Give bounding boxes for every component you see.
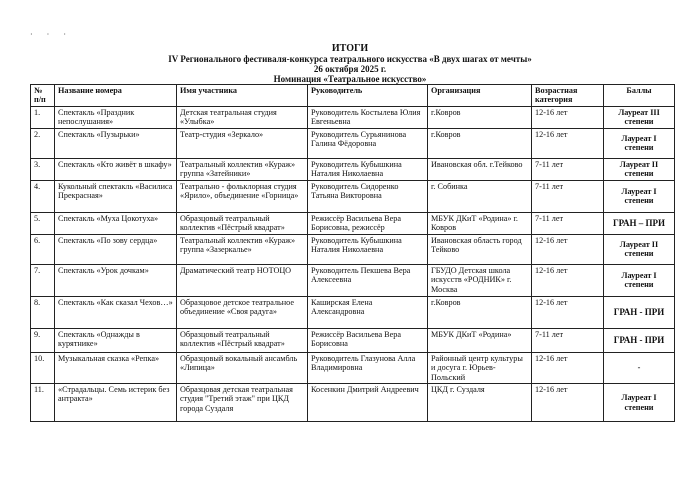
table-row [31, 158, 675, 180]
cell-participant: Театр-студия «Зеркало» [177, 128, 308, 158]
table-row [31, 328, 675, 352]
cell-leader: Режиссёр Васильева Вера Борисовна [308, 328, 428, 352]
cell-org: ГБУДО Детская школа искусств «РОДНИК» г. Москва [428, 264, 532, 296]
cell-score: ГРАН – ПРИ [604, 212, 675, 234]
cell-participant: Театрально - фольклорная студия «Ярило», объединение «Горница» [177, 180, 308, 212]
cell-name: Спектакль «Муха Цокотуха» [55, 212, 177, 234]
cell-participant: Образцовое детское театральное объединение «Своя радуга» [177, 296, 308, 328]
cell-num: 10. [31, 352, 55, 383]
col-header-participant: Имя участника [177, 85, 308, 107]
cell-participant: Театральный коллектив «Кураж» группа «Зазеркалье» [177, 234, 308, 264]
cell-org: г. Собинка [428, 180, 532, 212]
col-header-name: Название номера [55, 85, 177, 107]
cell-num: 2. [31, 128, 55, 158]
cell-score: Лауреат I степени [604, 128, 675, 158]
cell-score: Лауреат III степени [604, 106, 675, 128]
cell-name: Спектакль «Урок дочкам» [55, 264, 177, 296]
col-header-score: Баллы [604, 85, 675, 107]
cell-leader: Косенкин Дмитрий Андреевич [308, 384, 428, 422]
cell-leader: Руководитель Сидоренко Татьяна Викторовна [308, 180, 428, 212]
cell-name: Спектакль «Пузырьки» [55, 128, 177, 158]
cell-leader: Руководитель Сурьянинова Галина Фёдоровна [308, 128, 428, 158]
cell-name: Спектакль «Однажды в курятнике» [55, 328, 177, 352]
cell-age: 12-16 лет [532, 296, 604, 328]
doc-title: ИТОГИ [331, 43, 369, 54]
cell-num: 1. [31, 106, 55, 128]
cell-name: Спектакль «Праздник непослушания» [55, 106, 177, 128]
table-row [31, 264, 675, 296]
document-header [0, 44, 700, 84]
cell-num: 11. [31, 384, 55, 422]
cell-leader: Каширская Елена Александровна [308, 296, 428, 328]
doc-subtitle: IV Регионального фестиваля-конкурса театрального искусства «В двух шагах от мечты» [168, 54, 532, 64]
cell-num: 5. [31, 212, 55, 234]
cell-age: 12-16 лет [532, 352, 604, 383]
cell-age: 12-16 лет [532, 128, 604, 158]
results-table [30, 84, 675, 422]
col-header-org: Организация [428, 85, 532, 107]
doc-nomination: Номинация «Театральное искусство» [273, 74, 427, 84]
cell-org: Ивановская обл. г.Тейково [428, 158, 532, 180]
cell-age: 12-16 лет [532, 106, 604, 128]
cell-age: 7-11 лет [532, 180, 604, 212]
cell-age: 12-16 лет [532, 264, 604, 296]
cell-score: Лауреат II степени [604, 234, 675, 264]
table-row [31, 106, 675, 128]
cell-participant: Образцовый вокальный ансамбль «Липица» [177, 352, 308, 383]
cell-num: 8. [31, 296, 55, 328]
doc-date: 26 октября 2025 г. [313, 64, 387, 74]
cell-org: МБУК ДКиТ «Родина» [428, 328, 532, 352]
cell-leader: Режиссёр Васильева Вера Борисовна, режиссёр [308, 212, 428, 234]
table-row [31, 234, 675, 264]
cell-score: ГРАН - ПРИ [604, 296, 675, 328]
cell-participant: Театральный коллектив «Кураж» группа «Затейники» [177, 158, 308, 180]
cell-leader: Руководитель Костылева Юлия Евгеньевна [308, 106, 428, 128]
table-row [31, 296, 675, 328]
cell-num: 3. [31, 158, 55, 180]
cell-name: Кукольный спектакль «Василиса Прекрасная» [55, 180, 177, 212]
cell-score: ГРАН - ПРИ [604, 328, 675, 352]
cell-participant: Детская театральная студия «Улыбка» [177, 106, 308, 128]
cell-score: Лауреат I степени [604, 384, 675, 422]
cell-age: 12-16 лет [532, 384, 604, 422]
cell-org: Ивановская область город Тейково [428, 234, 532, 264]
cell-age: 7-11 лет [532, 212, 604, 234]
cell-participant: Драматический театр НОТОЦО [177, 264, 308, 296]
cell-org: МБУК ДКиТ «Родина» г. Ковров [428, 212, 532, 234]
cell-num: 4. [31, 180, 55, 212]
cell-participant: Образцовый театральный коллектив «Пёстрый квадрат» [177, 212, 308, 234]
cell-org: г.Ковров [428, 296, 532, 328]
cell-org: ЦКД г. Суздаля [428, 384, 532, 422]
cell-score: Лауреат I степени [604, 264, 675, 296]
scan-artifact: · · · [30, 30, 72, 39]
cell-num: 6. [31, 234, 55, 264]
cell-org: г.Ковров [428, 106, 532, 128]
cell-leader: Руководитель Кубышкина Наталия Николаевна [308, 158, 428, 180]
cell-name: Спектакль «Кто живёт в шкафу» [55, 158, 177, 180]
table-row [31, 352, 675, 383]
cell-score: - [604, 352, 675, 383]
col-header-leader: Руководитель [308, 85, 428, 107]
cell-score: Лауреат II степени [604, 158, 675, 180]
cell-name: Музыкальная сказка «Репка» [55, 352, 177, 383]
table-row [31, 180, 675, 212]
cell-participant: Образцовый театральный коллектив «Пёстрый квадрат» [177, 328, 308, 352]
cell-org: Районный центр культуры и досуга г. Юрьев-Польский [428, 352, 532, 383]
cell-leader: Руководитель Глазунова Алла Владимировна [308, 352, 428, 383]
cell-age: 7-11 лет [532, 328, 604, 352]
cell-age: 7-11 лет [532, 158, 604, 180]
cell-age: 12-16 лет [532, 234, 604, 264]
table-header-row [31, 85, 675, 107]
cell-leader: Руководитель Пекшева Вера Алексеевна [308, 264, 428, 296]
cell-num: 7. [31, 264, 55, 296]
cell-participant: Образцовая детская театральная студия "Третий этаж" при ЦКД города Суздаля [177, 384, 308, 422]
cell-org: г.Ковров [428, 128, 532, 158]
table-row [31, 128, 675, 158]
table-row [31, 384, 675, 422]
col-header-num: № п/п [31, 85, 55, 107]
cell-name: Спектакль «По зову сердца» [55, 234, 177, 264]
cell-score: Лауреат I степени [604, 180, 675, 212]
cell-num: 9. [31, 328, 55, 352]
table-row [31, 212, 675, 234]
cell-name: Спектакль «Как сказал Чехов…» [55, 296, 177, 328]
cell-leader: Руководитель Кубышкина Наталия Николаевна [308, 234, 428, 264]
col-header-age: Возрастная категория [532, 85, 604, 107]
cell-name: «Страдальцы. Семь истерик без антракта» [55, 384, 177, 422]
